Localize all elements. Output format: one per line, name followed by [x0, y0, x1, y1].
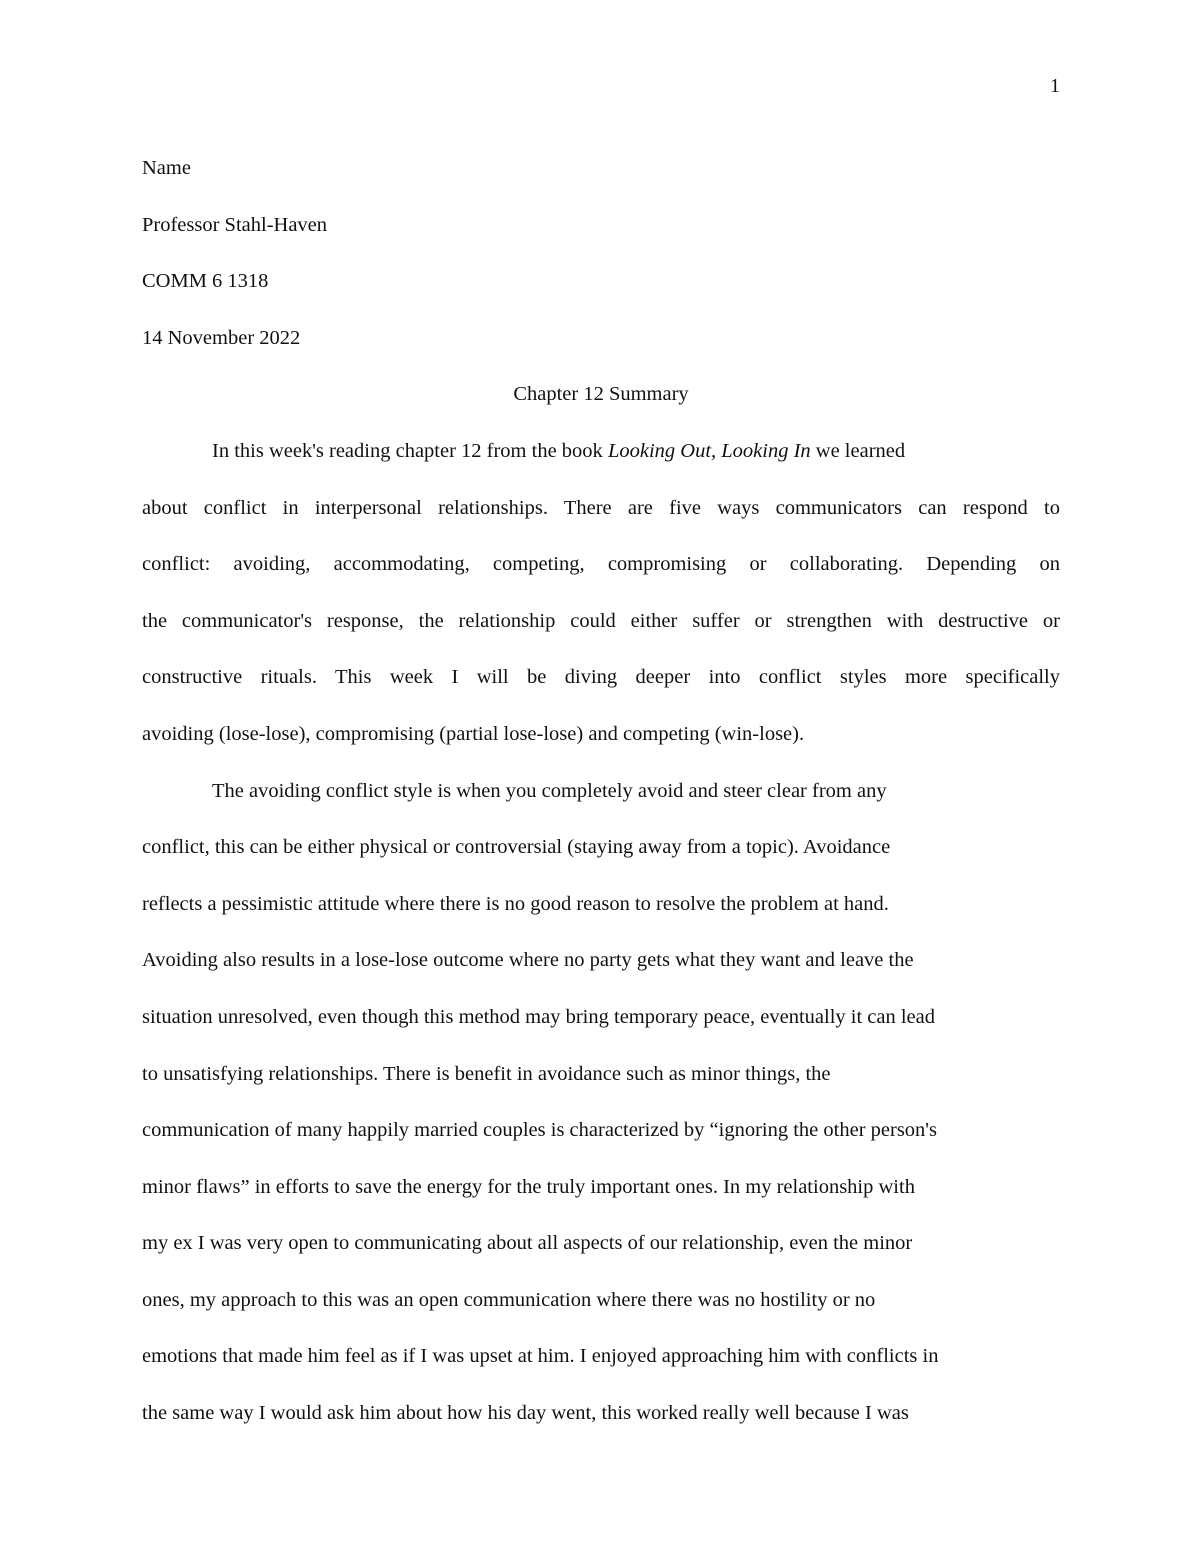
paragraph-line: the communicator's response, the relationship could either suffer or strengthen with destructive or — [142, 609, 1060, 632]
paragraph-line: conflict, this can be either physical or controversial (staying away from a topic). Avoidance — [142, 836, 891, 859]
paragraph-line: The avoiding conflict style is when you completely avoid and steer clear from any — [212, 779, 887, 802]
paragraph-avoiding — [142, 763, 1060, 1442]
document-body — [142, 140, 1060, 1442]
paragraph-line: ones, my approach to this was an open communication where there was no hostility or no — [142, 1288, 876, 1311]
text-run: we learned — [810, 439, 906, 462]
paragraph-line: avoiding (lose-lose), compromising (partial lose-lose) and competing (win-lose). — [142, 722, 805, 745]
page-number: 1 — [1050, 75, 1060, 97]
paragraph-line: conflict: avoiding, accommodating, competing, compromising or collaborating. Depending on — [142, 553, 1060, 576]
course-code: COMM 6 1318 — [142, 270, 269, 293]
paragraph-line: emotions that made him feel as if I was upset at him. I enjoyed approaching him with conflicts in — [142, 1345, 939, 1368]
paragraph-line: situation unresolved, even though this method may bring temporary peace, eventually it can lead — [142, 1005, 936, 1028]
student-name: Name — [142, 157, 191, 179]
paragraph-line: communication of many happily married couples is characterized by “ignoring the other person's — [142, 1119, 937, 1142]
paragraph-line: to unsatisfying relationships. There is benefit in avoidance such as minor things, the — [142, 1062, 831, 1085]
paragraph-line: minor flaws” in efforts to save the energy for the truly important ones. In my relationship with — [142, 1175, 915, 1198]
paragraph-intro — [142, 423, 1060, 763]
text-run: In this week's reading chapter 12 from the book — [212, 439, 608, 462]
paragraph-line: constructive rituals. This week I will be diving deeper into conflict styles more specifically — [142, 666, 1060, 689]
paragraph-line: reflects a pessimistic attitude where there is no good reason to resolve the problem at hand. — [142, 892, 889, 915]
professor-name: Professor Stahl-Haven — [142, 213, 328, 236]
document-title: Chapter 12 Summary — [513, 383, 689, 406]
paragraph-line: my ex I was very open to communicating about all aspects of our relationship, even the minor — [142, 1232, 913, 1255]
paragraph-line: the same way I would ask him about how his day went, this worked really well because I was — [142, 1402, 909, 1425]
paragraph-line: Avoiding also results in a lose-lose outcome where no party gets what they want and leave the — [142, 949, 914, 972]
paragraph-line: about conflict in interpersonal relationships. There are five ways communicators can respond to — [142, 496, 1060, 519]
submission-date: 14 November 2022 — [142, 326, 301, 349]
paragraph-line — [142, 423, 1060, 480]
book-title: Looking Out, Looking In — [607, 439, 811, 462]
